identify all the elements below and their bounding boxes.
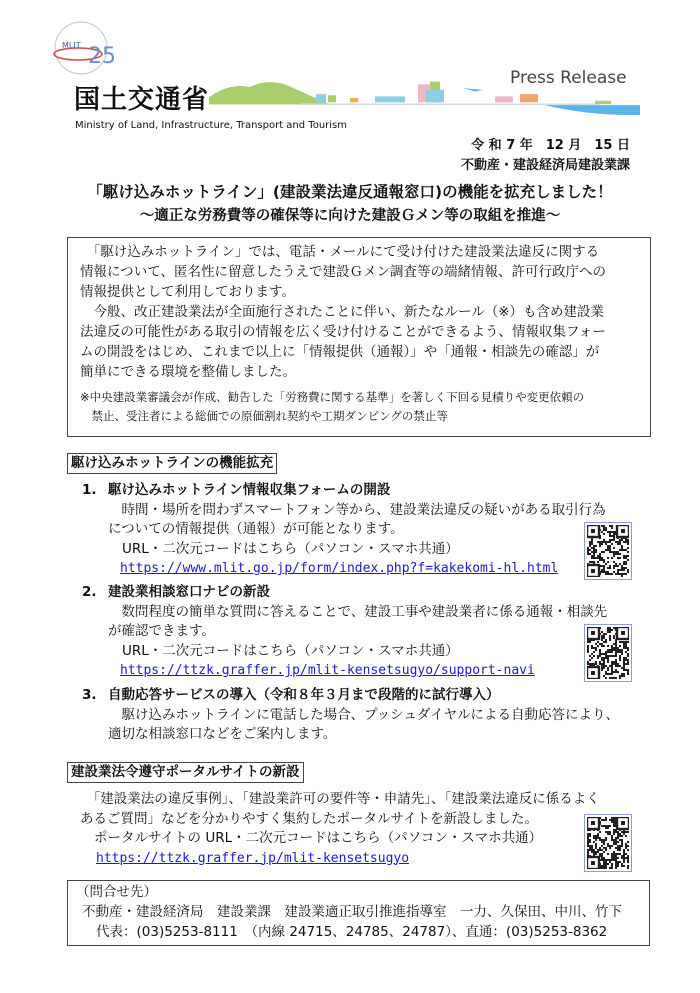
svg-text:25: 25	[88, 44, 116, 69]
mlit-25-logo	[48, 18, 118, 82]
item-text: 時間・場所を問わずスマートフォン等から、建設業法違反の疑いがある取引行為	[108, 501, 606, 518]
contact-phone: 代表：(03)5253-8111 （内線 24715、24785、24787）、直通：(03)5253-8362	[96, 924, 608, 940]
summary-line: 「駆け込みホットライン」では、電話・メールにて受け付けた建設業法違反に関する	[80, 244, 600, 260]
portal-text: あるご質問」などを分かりやすく集約したポータルサイトを新設しました。	[80, 810, 539, 827]
qr-code-form	[584, 522, 632, 580]
summary-line: 法違反の可能性がある取引の情報を広く受け付けることができるよう、情報収集フォー	[80, 324, 606, 340]
item-3	[82, 686, 619, 745]
summary-line: 簡単にできる環境を整備しました。	[80, 364, 296, 380]
item-title: 建設業相談窓口ナビの新設	[108, 584, 270, 600]
item-1	[82, 481, 606, 579]
press-release-label: Press Release	[510, 68, 627, 88]
portal-link[interactable]: https://ttzk.graffer.jp/mlit-kensetsugyo	[96, 850, 410, 866]
section2-heading: 建設業法令遵守ポータルサイトの新設	[67, 762, 304, 783]
contact-office: 不動産・建設経済局 建設業課 建設業適正取引推進指導室 一力、久保田、中川、竹下	[82, 904, 622, 920]
page-title: 「駆け込みホットライン」(建設業法違反通報窓口)の機能を拡充しました！	[87, 183, 613, 201]
item-number: 1.	[82, 482, 97, 498]
url-label: URL・二次元コードはこちら（パソコン・スマホ共通）	[122, 642, 459, 659]
svg-text:MLIT: MLIT	[62, 41, 81, 50]
item-title: 駆け込みホットライン情報収集フォームの開設	[108, 482, 391, 498]
summary-line: 情報提供として利用しております。	[80, 284, 295, 300]
summary-line: ムの開設をはじめ、これまで以上に「情報提供（通報）」や「通報・相談先の確認」が	[80, 344, 600, 360]
item-number: 3.	[82, 687, 97, 703]
support-navi-link[interactable]: https://ttzk.graffer.jp/mlit-kensetsugyo/support-navi	[120, 663, 535, 678]
ministry-name-jp: 国土交通省	[74, 85, 210, 115]
summary-line: 情報について、匿名性に留意したうえで建設Ｇメン調査等の端緒情報、許可行政庁への	[80, 264, 606, 280]
item-2	[82, 583, 607, 681]
summary-note: ※中央建設業審議会が作成、勧告した「労務費に関する基準」を著しく下回る見積りや変更依頼の	[80, 390, 585, 404]
form-link[interactable]: https://www.mlit.go.jp/form/index.php?f=kakekomi-hl.html	[120, 561, 559, 576]
portal-text: 「建設業法の違反事例」、「建設業許可の要件等・申請先」、「建設業法違反に係るよく	[80, 791, 600, 807]
release-date: 令 和 7 年 12 月 15 日	[471, 138, 630, 153]
contact-label: （問合せ先）	[76, 884, 157, 900]
item-text: が確認できます。	[108, 623, 215, 639]
ministry-name-en: Ministry of Land, Infrastructure, Transport and Tourism	[75, 120, 348, 131]
qr-code-portal	[584, 814, 632, 872]
item-number: 2.	[82, 584, 97, 600]
summary-line: 今般、改正建設業法が全面施行されたことに伴い、新たなルール（※）も含め建設業	[80, 304, 605, 320]
item-text: 数問程度の簡単な質問に答えることで、建設工事や建設業者に係る通報・相談先	[108, 603, 608, 620]
item-text: 適切な相談窓口などをご案内します。	[108, 726, 337, 742]
item-title: 自動応答サービスの導入（令和８年３月まで段階的に試行導入）	[108, 687, 500, 703]
item-text: についての情報提供（通報）が可能となります。	[108, 521, 404, 537]
url-label: URL・二次元コードはこちら（パソコン・スマホ共通）	[122, 540, 459, 557]
page-subtitle: ～適正な労務費等の確保等に向けた建設Ｇメン等の取組を推進～	[139, 208, 561, 224]
contact-box	[67, 880, 650, 946]
qr-code-support-navi	[584, 624, 632, 682]
section1-heading: 駆け込みホットラインの機能拡充	[67, 453, 277, 474]
url-label: ポータルサイトの URL・二次元コードはこちら（パソコン・スマホ共通）	[94, 830, 543, 846]
item-text: 駆け込みホットラインに電話した場合、プッシュダイヤルによる自動応答により、	[108, 706, 619, 723]
portal-section	[80, 790, 600, 868]
summary-box	[67, 237, 651, 437]
department: 不動産・建設経済局建設業課	[460, 158, 630, 173]
summary-note: 禁止、受注者による総価での原価割れ契約や工期ダンピングの禁止等	[80, 409, 448, 423]
